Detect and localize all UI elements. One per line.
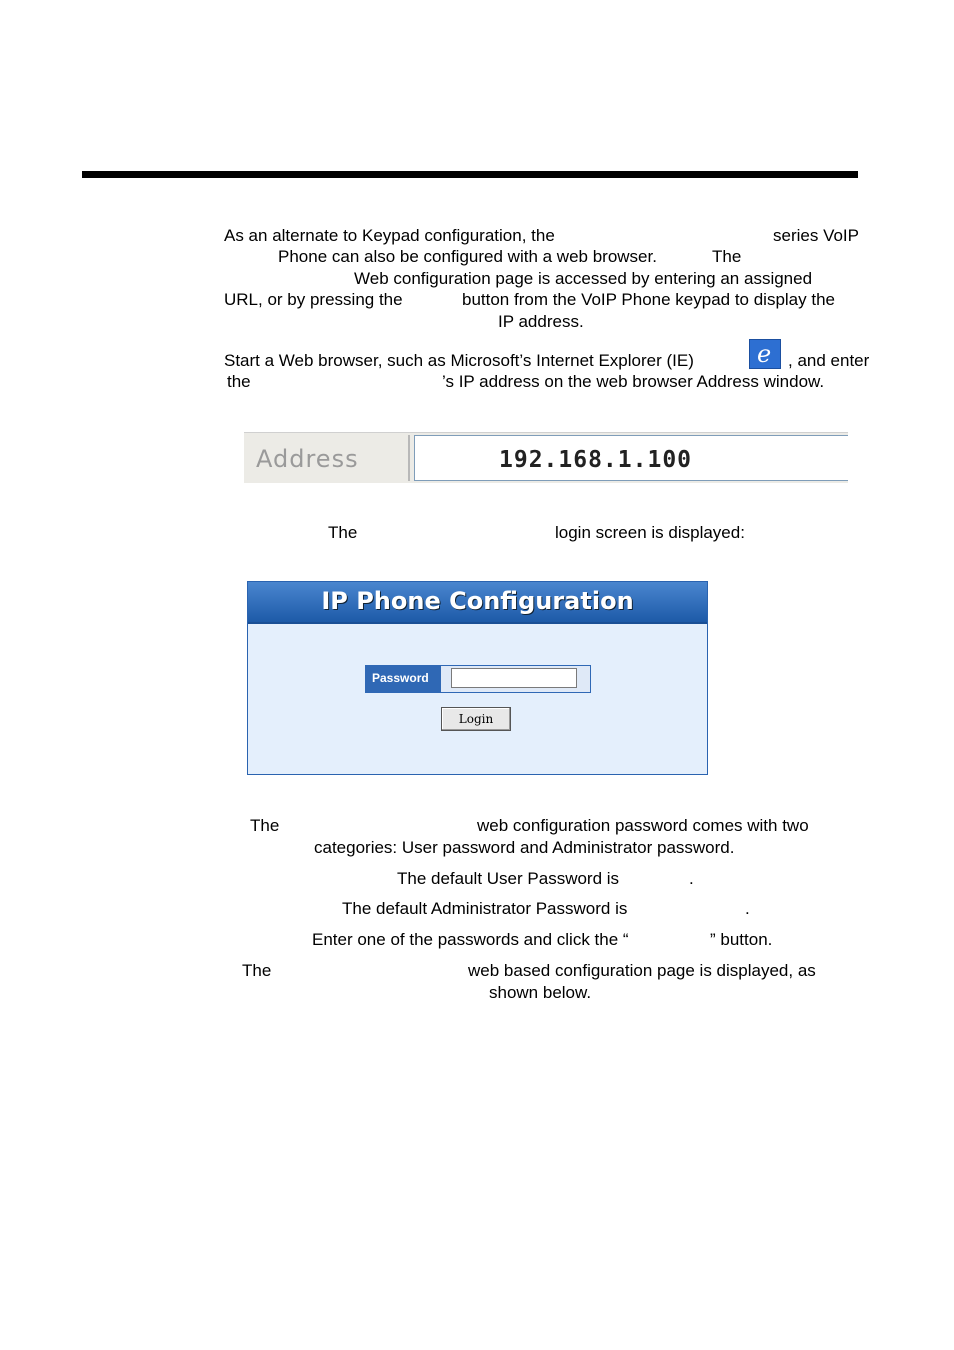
intro-line-4b: button from the VoIP Phone keypad to display the — [462, 290, 835, 309]
intro-line-5: IP address. — [498, 312, 584, 331]
enter-password-line-a: Enter one of the passwords and click the “ — [312, 930, 629, 949]
login-button[interactable]: Login — [441, 707, 511, 731]
password-label: Password — [372, 671, 429, 685]
password-input[interactable] — [451, 668, 577, 688]
enter-password-line-b: ” button. — [710, 930, 773, 949]
password-input-wrap — [441, 666, 590, 692]
password-line-2: categories: User password and Administrator password. — [314, 838, 735, 857]
browser-line-2a: the — [227, 372, 251, 391]
config-page-line-b: web based configuration page is displayed, as — [468, 961, 816, 980]
browser-line-1b: , and enter — [788, 351, 870, 370]
address-field[interactable] — [414, 435, 848, 481]
intro-line-3: Web configuration page is accessed by entering an assigned — [354, 269, 813, 288]
section-rule — [82, 171, 858, 178]
address-value: 192.168.1.100 — [499, 447, 693, 473]
login-caption-a: The — [328, 523, 358, 542]
intro-line-1a: As an alternate to Keypad configuration, the — [224, 226, 555, 245]
admin-password-line: The default Administrator Password is — [342, 899, 628, 918]
user-password-period: . — [689, 869, 694, 888]
config-page-line-a: The — [242, 961, 272, 980]
login-caption-b: login screen is displayed: — [555, 523, 745, 542]
login-title: IP Phone Configuration — [321, 587, 634, 615]
internet-explorer-icon: e — [749, 339, 781, 369]
password-line-1a: The — [250, 816, 280, 835]
intro-line-2a: Phone can also be configured with a web browser. — [278, 247, 657, 266]
login-header — [248, 582, 707, 624]
password-line-1b: web configuration password comes with two — [477, 816, 809, 835]
address-separator — [408, 435, 410, 481]
password-row — [365, 665, 591, 693]
admin-password-period: . — [745, 899, 750, 918]
intro-line-4a: URL, or by pressing the — [224, 290, 403, 309]
login-screen-figure — [247, 581, 708, 775]
intro-line-1b: series VoIP — [773, 226, 859, 245]
address-bar-figure — [244, 432, 848, 483]
browser-line-1a: Start a Web browser, such as Microsoft’s Internet Explorer (IE) — [224, 351, 694, 370]
browser-line-2b: ’s IP address on the web browser Address window. — [442, 372, 825, 391]
address-label: Address — [256, 445, 359, 473]
user-password-line: The default User Password is — [397, 869, 620, 888]
intro-line-2b: The — [712, 247, 742, 266]
config-page-line-c: shown below. — [489, 983, 592, 1002]
